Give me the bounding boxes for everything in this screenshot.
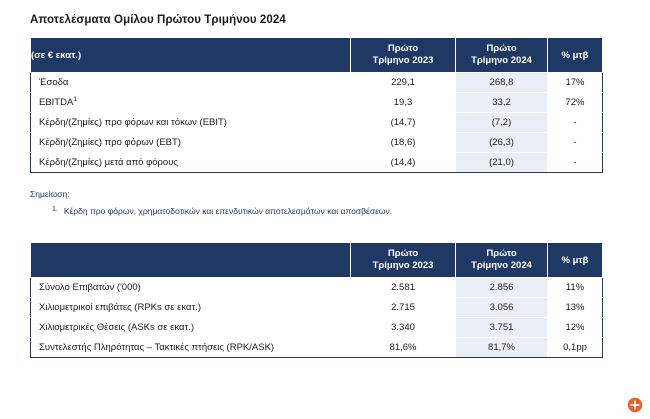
table1-row2-pct: - bbox=[548, 113, 603, 133]
table2-row2-curr: 3.751 bbox=[456, 318, 548, 338]
table1-row4-curr: (21,0) bbox=[456, 153, 548, 173]
table1-row2-curr: (7,2) bbox=[456, 113, 548, 133]
table1-row1-prev: 19,3 bbox=[351, 93, 456, 113]
table2-header-unit bbox=[31, 243, 351, 278]
table-row bbox=[31, 93, 603, 113]
table1-row1-label bbox=[31, 93, 351, 113]
table2-header-q1-2023 bbox=[351, 243, 456, 278]
table2-header-q1-2023-line2: Τρίμηνο 2023 bbox=[372, 260, 434, 271]
table1-header-q1-2023-line1: Πρώτο bbox=[387, 43, 419, 54]
plus-circle-icon[interactable] bbox=[627, 397, 643, 413]
table1-row1-label-text: EBITDA bbox=[39, 97, 74, 109]
table1-row0-label bbox=[31, 73, 351, 93]
table2-row0-pct: 11% bbox=[548, 278, 603, 298]
table1-body bbox=[31, 73, 603, 173]
table1-row1-sup: 1 bbox=[73, 96, 77, 104]
table-row bbox=[31, 338, 603, 358]
table1-header bbox=[31, 38, 603, 73]
note-item-number: 1. bbox=[52, 206, 58, 213]
table1-row0-pct: 17% bbox=[548, 73, 603, 93]
table2-header-q1-2023-line1: Πρώτο bbox=[387, 248, 419, 259]
table2-row3-prev: 81,6% bbox=[351, 338, 456, 358]
table2-header-q1-2024-line2: Τρίμηνο 2024 bbox=[471, 260, 532, 271]
table2-header-q1-2024 bbox=[456, 243, 548, 278]
table2-body bbox=[31, 278, 603, 358]
table1-header-q1-2024-line2: Τρίμηνο 2024 bbox=[471, 55, 532, 66]
page-title: Αποτελέσματα Ομίλου Πρώτου Τριμήνου 2024 bbox=[30, 14, 286, 26]
table2-header-change: % μτβ bbox=[548, 243, 603, 278]
table2-row2-prev: 3.340 bbox=[351, 318, 456, 338]
table-row bbox=[31, 298, 603, 318]
table2-row3-pct: 0,1pp bbox=[548, 338, 603, 358]
table-row bbox=[31, 153, 603, 173]
table2-header bbox=[31, 243, 603, 278]
financial-results-table bbox=[30, 37, 603, 173]
table1-row0-label-text: Έσοδα bbox=[39, 77, 69, 89]
table1-row1-curr: 33,2 bbox=[456, 93, 548, 113]
table1-row3-pct: - bbox=[548, 133, 603, 153]
table1-row1-pct: 72% bbox=[548, 93, 603, 113]
note-item-text: Κέρδη προ φόρων, χρηματοδοτικών και επενδυτικών αποτελεσμάτων και αποσβέσεων. bbox=[63, 206, 393, 216]
table1-row2-label bbox=[31, 113, 351, 133]
table2-row2-label: Χιλιομετρικές Θέσεις (ASKs σε εκατ.) bbox=[31, 318, 351, 338]
table-row bbox=[31, 113, 603, 133]
table1-header-q1-2023 bbox=[351, 38, 456, 73]
table1-row3-curr: (26,3) bbox=[456, 133, 548, 153]
table1-row4-pct: - bbox=[548, 153, 603, 173]
table1-header-q1-2024-line1: Πρώτο bbox=[486, 43, 517, 54]
table1-row2-prev: (14,7) bbox=[351, 113, 456, 133]
section-spacer bbox=[28, 216, 626, 242]
table1-header-q1-2024 bbox=[456, 38, 548, 73]
table-row bbox=[31, 73, 603, 93]
operational-metrics-table bbox=[30, 242, 603, 358]
table1-row0-prev: 229,1 bbox=[351, 73, 456, 93]
table-row bbox=[31, 133, 603, 153]
table2-header-q1-2024-line1: Πρώτο bbox=[486, 248, 517, 259]
table1-row4-label bbox=[31, 153, 351, 173]
table-row bbox=[31, 278, 603, 298]
table1-row2-label-text: Κέρδη/(Ζημίες) προ φόρων και τόκων (ΕΒΙΤ) bbox=[39, 117, 227, 129]
table2-row0-prev: 2.581 bbox=[351, 278, 456, 298]
table2-row1-curr: 3.056 bbox=[456, 298, 548, 318]
note-item bbox=[52, 206, 626, 216]
table2-row0-label: Σύνολο Επιβατών ('000) bbox=[31, 278, 351, 298]
table2-row0-curr: 2.856 bbox=[456, 278, 548, 298]
table2-row3-label: Συντελεστής Πληρότητας – Τακτικές πτήσεις (RPK/ASK) bbox=[31, 338, 351, 358]
table1-header-change: % μτβ bbox=[548, 38, 603, 73]
table2-row1-prev: 2.715 bbox=[351, 298, 456, 318]
table1-row0-curr: 268,8 bbox=[456, 73, 548, 93]
table1-row3-label-text: Κέρδη/(Ζημίες) προ φόρων (ΕΒΤ) bbox=[39, 137, 181, 149]
table1-row3-label bbox=[31, 133, 351, 153]
table1-row3-prev: (18,6) bbox=[351, 133, 456, 153]
table1-header-q1-2023-line2: Τρίμηνο 2023 bbox=[372, 55, 434, 66]
table2-row3-curr: 81,7% bbox=[456, 338, 548, 358]
table-row bbox=[31, 318, 603, 338]
table2-row1-pct: 13% bbox=[548, 298, 603, 318]
table1-row4-label-text: Κέρδη/(Ζημίες) μετά από φόρους bbox=[39, 157, 178, 169]
table1-row4-prev: (14,4) bbox=[351, 153, 456, 173]
table1-header-unit: (σε € εκατ.) bbox=[31, 38, 351, 73]
table2-row1-label: Χιλιομετρικοί επιβάτες (RPKs σε εκατ.) bbox=[31, 298, 351, 318]
notes-heading: Σημείωση: bbox=[30, 189, 70, 199]
table2-row2-pct: 12% bbox=[548, 318, 603, 338]
